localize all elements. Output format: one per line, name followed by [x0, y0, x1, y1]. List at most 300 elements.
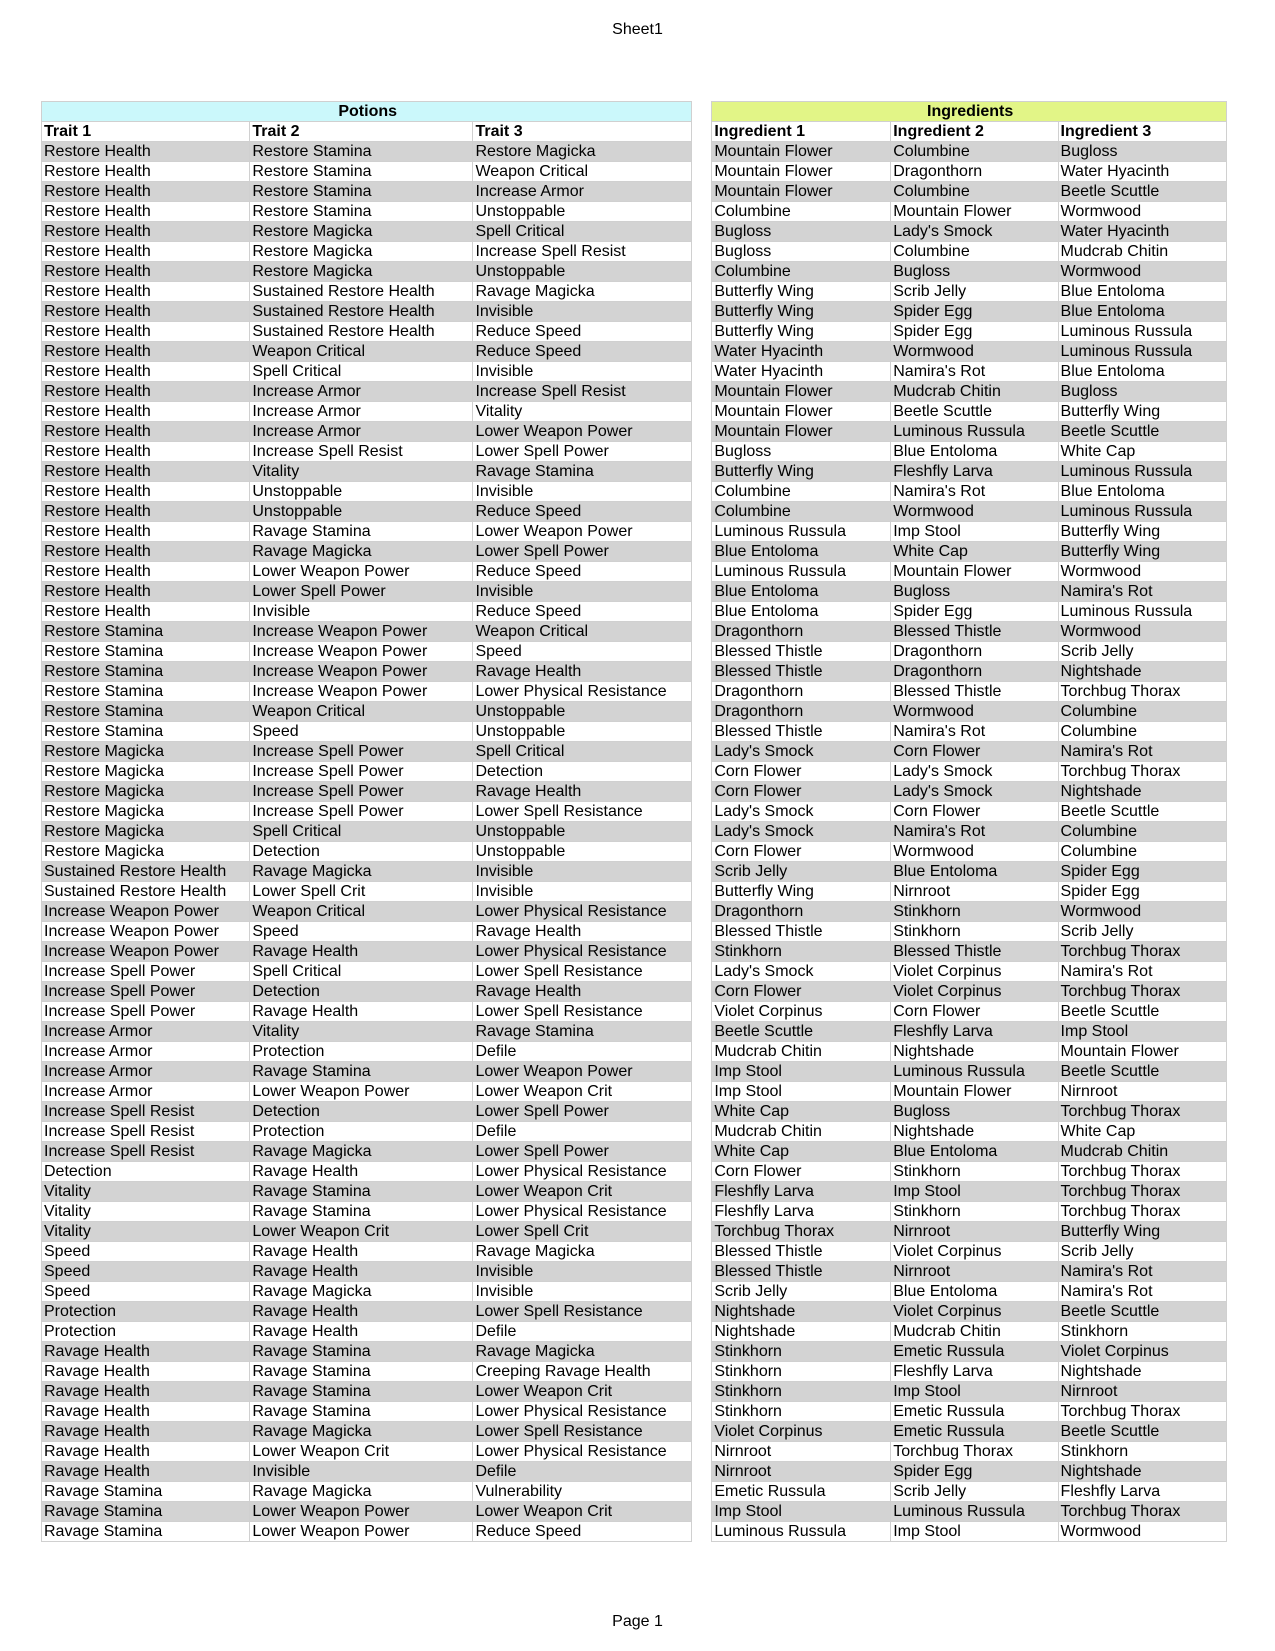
cell-ingredient-3: Scrib Jelly	[1058, 1242, 1226, 1262]
cell-ingredient-2: Nightshade	[891, 1122, 1058, 1142]
cell-trait-2: Ravage Health	[250, 1242, 473, 1262]
column-gap	[692, 1062, 712, 1082]
cell-trait-2: Vitality	[250, 1022, 473, 1042]
cell-trait-3: Lower Spell Power	[473, 1102, 692, 1122]
cell-trait-3: Reduce Speed	[473, 342, 692, 362]
column-gap	[692, 1322, 712, 1342]
cell-ingredient-3: Luminous Russula	[1058, 602, 1226, 622]
cell-ingredient-2: Blessed Thistle	[891, 942, 1058, 962]
cell-trait-1: Restore Health	[42, 242, 250, 262]
cell-trait-2: Increase Spell Power	[250, 802, 473, 822]
cell-trait-2: Lower Weapon Power	[250, 1522, 473, 1542]
column-gap	[692, 922, 712, 942]
cell-trait-3: Invisible	[473, 482, 692, 502]
cell-ingredient-1: Lady's Smock	[712, 962, 891, 982]
cell-trait-2: Ravage Stamina	[250, 1062, 473, 1082]
column-header-row	[42, 122, 1227, 142]
cell-trait-1: Ravage Stamina	[42, 1502, 250, 1522]
table-row	[42, 562, 1227, 582]
table-row	[42, 1282, 1227, 1302]
cell-ingredient-3: Water Hyacinth	[1058, 222, 1226, 242]
table-row	[42, 1262, 1227, 1282]
cell-ingredient-1: Imp Stool	[712, 1062, 891, 1082]
table-row	[42, 822, 1227, 842]
column-gap	[692, 702, 712, 722]
cell-ingredient-3: Namira's Rot	[1058, 582, 1226, 602]
cell-ingredient-2: Namira's Rot	[891, 722, 1058, 742]
cell-trait-2: Sustained Restore Health	[250, 282, 473, 302]
cell-ingredient-3: Blue Entoloma	[1058, 362, 1226, 382]
column-gap	[692, 662, 712, 682]
header-trait-2: Trait 2	[250, 122, 473, 142]
cell-trait-3: Ravage Health	[473, 662, 692, 682]
cell-trait-2: Lower Weapon Crit	[250, 1222, 473, 1242]
column-gap	[692, 822, 712, 842]
table-row	[42, 442, 1227, 462]
cell-ingredient-1: Blessed Thistle	[712, 922, 891, 942]
cell-ingredient-1: Blue Entoloma	[712, 542, 891, 562]
cell-trait-1: Ravage Stamina	[42, 1522, 250, 1542]
cell-ingredient-1: Butterfly Wing	[712, 322, 891, 342]
table-row	[42, 662, 1227, 682]
cell-ingredient-2: Luminous Russula	[891, 1062, 1058, 1082]
cell-trait-3: Increase Armor	[473, 182, 692, 202]
cell-ingredient-3: Scrib Jelly	[1058, 642, 1226, 662]
cell-ingredient-1: Fleshfly Larva	[712, 1202, 891, 1222]
cell-ingredient-2: Bugloss	[891, 262, 1058, 282]
cell-ingredient-3: White Cap	[1058, 1122, 1226, 1142]
column-gap	[692, 482, 712, 502]
cell-ingredient-1: Corn Flower	[712, 842, 891, 862]
table-row	[42, 282, 1227, 302]
table-row	[42, 1222, 1227, 1242]
cell-trait-1: Restore Health	[42, 402, 250, 422]
cell-trait-1: Restore Stamina	[42, 642, 250, 662]
column-gap	[692, 222, 712, 242]
table-row	[42, 522, 1227, 542]
cell-trait-1: Vitality	[42, 1182, 250, 1202]
cell-ingredient-3: Beetle Scuttle	[1058, 802, 1226, 822]
cell-ingredient-1: Stinkhorn	[712, 1402, 891, 1422]
cell-ingredient-2: Nightshade	[891, 1042, 1058, 1062]
cell-trait-3: Lower Physical Resistance	[473, 942, 692, 962]
cell-trait-2: Ravage Health	[250, 1262, 473, 1282]
cell-ingredient-1: Mountain Flower	[712, 422, 891, 442]
column-gap	[692, 762, 712, 782]
table-row	[42, 1202, 1227, 1222]
cell-trait-3: Spell Critical	[473, 222, 692, 242]
cell-trait-2: Increase Weapon Power	[250, 662, 473, 682]
cell-ingredient-3: Columbine	[1058, 702, 1226, 722]
column-gap	[692, 742, 712, 762]
cell-ingredient-2: Nirnroot	[891, 1222, 1058, 1242]
cell-trait-3: Vitality	[473, 402, 692, 422]
table-row	[42, 1182, 1227, 1202]
cell-ingredient-2: Nirnroot	[891, 882, 1058, 902]
cell-trait-1: Increase Armor	[42, 1042, 250, 1062]
cell-ingredient-1: Nightshade	[712, 1302, 891, 1322]
cell-trait-1: Increase Armor	[42, 1082, 250, 1102]
cell-ingredient-2: Columbine	[891, 182, 1058, 202]
column-gap	[692, 262, 712, 282]
cell-trait-3: Lower Weapon Crit	[473, 1082, 692, 1102]
cell-trait-2: Ravage Health	[250, 1302, 473, 1322]
cell-ingredient-3: Nightshade	[1058, 782, 1226, 802]
cell-ingredient-2: Violet Corpinus	[891, 1242, 1058, 1262]
cell-ingredient-2: Wormwood	[891, 842, 1058, 862]
cell-ingredient-3: Columbine	[1058, 722, 1226, 742]
cell-ingredient-2: Emetic Russula	[891, 1402, 1058, 1422]
column-gap	[692, 102, 712, 122]
potions-group-header: Potions	[42, 102, 692, 122]
cell-trait-1: Restore Magicka	[42, 822, 250, 842]
cell-trait-1: Restore Magicka	[42, 782, 250, 802]
cell-trait-1: Restore Health	[42, 302, 250, 322]
cell-ingredient-3: Torchbug Thorax	[1058, 1182, 1226, 1202]
column-gap	[692, 1522, 712, 1542]
cell-ingredient-2: Blue Entoloma	[891, 1142, 1058, 1162]
cell-trait-1: Increase Weapon Power	[42, 942, 250, 962]
cell-trait-1: Increase Weapon Power	[42, 902, 250, 922]
cell-ingredient-1: Stinkhorn	[712, 1342, 891, 1362]
cell-ingredient-1: Blessed Thistle	[712, 642, 891, 662]
cell-trait-2: Unstoppable	[250, 482, 473, 502]
cell-ingredient-1: Beetle Scuttle	[712, 1022, 891, 1042]
table-row	[42, 1402, 1227, 1422]
cell-ingredient-1: Dragonthorn	[712, 682, 891, 702]
cell-trait-2: Ravage Stamina	[250, 1182, 473, 1202]
cell-trait-3: Lower Spell Power	[473, 442, 692, 462]
cell-ingredient-3: Mudcrab Chitin	[1058, 1142, 1226, 1162]
header-ingredient-3: Ingredient 3	[1058, 122, 1226, 142]
column-gap	[692, 862, 712, 882]
cell-ingredient-1: Water Hyacinth	[712, 362, 891, 382]
cell-trait-2: Lower Spell Crit	[250, 882, 473, 902]
cell-trait-2: Increase Armor	[250, 402, 473, 422]
cell-trait-2: Detection	[250, 842, 473, 862]
cell-trait-2: Invisible	[250, 1462, 473, 1482]
cell-ingredient-1: Bugloss	[712, 222, 891, 242]
table-row	[42, 1142, 1227, 1162]
cell-trait-2: Vitality	[250, 462, 473, 482]
cell-ingredient-1: Lady's Smock	[712, 802, 891, 822]
cell-trait-3: Lower Spell Resistance	[473, 962, 692, 982]
cell-ingredient-2: Luminous Russula	[891, 1502, 1058, 1522]
cell-trait-2: Ravage Stamina	[250, 1342, 473, 1362]
cell-trait-3: Reduce Speed	[473, 502, 692, 522]
cell-ingredient-2: Namira's Rot	[891, 362, 1058, 382]
column-gap	[692, 1242, 712, 1262]
cell-trait-2: Ravage Magicka	[250, 862, 473, 882]
cell-ingredient-2: Torchbug Thorax	[891, 1442, 1058, 1462]
cell-trait-3: Ravage Magicka	[473, 1342, 692, 1362]
table-row	[42, 162, 1227, 182]
cell-trait-1: Detection	[42, 1162, 250, 1182]
cell-trait-2: Ravage Health	[250, 942, 473, 962]
cell-trait-3: Lower Weapon Power	[473, 1062, 692, 1082]
cell-ingredient-1: Torchbug Thorax	[712, 1222, 891, 1242]
cell-trait-2: Ravage Stamina	[250, 1402, 473, 1422]
cell-ingredient-3: Butterfly Wing	[1058, 402, 1226, 422]
cell-trait-3: Detection	[473, 762, 692, 782]
cell-trait-1: Increase Spell Power	[42, 982, 250, 1002]
cell-ingredient-1: Mudcrab Chitin	[712, 1042, 891, 1062]
cell-ingredient-3: Luminous Russula	[1058, 322, 1226, 342]
cell-ingredient-2: Blessed Thistle	[891, 682, 1058, 702]
header-ingredient-2: Ingredient 2	[891, 122, 1058, 142]
cell-trait-1: Restore Magicka	[42, 802, 250, 822]
table-row	[42, 482, 1227, 502]
cell-ingredient-1: Mountain Flower	[712, 142, 891, 162]
cell-ingredient-3: Torchbug Thorax	[1058, 762, 1226, 782]
cell-ingredient-1: Blessed Thistle	[712, 722, 891, 742]
cell-ingredient-1: Mudcrab Chitin	[712, 1122, 891, 1142]
cell-ingredient-2: Fleshfly Larva	[891, 1022, 1058, 1042]
column-gap	[692, 1282, 712, 1302]
cell-ingredient-3: Torchbug Thorax	[1058, 1402, 1226, 1422]
cell-trait-1: Restore Health	[42, 162, 250, 182]
cell-ingredient-2: Mountain Flower	[891, 202, 1058, 222]
cell-trait-3: Increase Spell Resist	[473, 242, 692, 262]
cell-ingredient-2: Bugloss	[891, 1102, 1058, 1122]
cell-ingredient-3: Blue Entoloma	[1058, 282, 1226, 302]
column-gap	[692, 202, 712, 222]
cell-ingredient-3: Torchbug Thorax	[1058, 982, 1226, 1002]
cell-ingredient-2: Violet Corpinus	[891, 1302, 1058, 1322]
cell-trait-1: Ravage Health	[42, 1462, 250, 1482]
cell-trait-3: Lower Physical Resistance	[473, 1202, 692, 1222]
cell-trait-1: Speed	[42, 1242, 250, 1262]
cell-trait-1: Ravage Health	[42, 1362, 250, 1382]
cell-ingredient-2: Lady's Smock	[891, 782, 1058, 802]
cell-ingredient-1: Emetic Russula	[712, 1482, 891, 1502]
table-row	[42, 1442, 1227, 1462]
cell-ingredient-2: Fleshfly Larva	[891, 1362, 1058, 1382]
column-gap	[692, 782, 712, 802]
cell-trait-2: Restore Stamina	[250, 182, 473, 202]
column-gap	[692, 422, 712, 442]
cell-ingredient-1: Imp Stool	[712, 1502, 891, 1522]
cell-ingredient-3: Wormwood	[1058, 1522, 1226, 1542]
cell-ingredient-2: Namira's Rot	[891, 482, 1058, 502]
group-header-row	[42, 102, 1227, 122]
column-gap	[692, 1182, 712, 1202]
column-gap	[692, 842, 712, 862]
column-gap	[692, 162, 712, 182]
cell-ingredient-3: Nirnroot	[1058, 1082, 1226, 1102]
cell-ingredient-1: Blue Entoloma	[712, 582, 891, 602]
cell-trait-3: Lower Spell Crit	[473, 1222, 692, 1242]
cell-trait-1: Increase Spell Resist	[42, 1142, 250, 1162]
column-gap	[692, 1082, 712, 1102]
cell-ingredient-3: Fleshfly Larva	[1058, 1482, 1226, 1502]
cell-ingredient-2: Columbine	[891, 142, 1058, 162]
cell-trait-1: Restore Health	[42, 542, 250, 562]
cell-trait-3: Lower Spell Resistance	[473, 1302, 692, 1322]
table-row	[42, 722, 1227, 742]
cell-ingredient-2: Scrib Jelly	[891, 282, 1058, 302]
cell-ingredient-2: Stinkhorn	[891, 902, 1058, 922]
cell-trait-3: Vulnerability	[473, 1482, 692, 1502]
column-gap	[692, 382, 712, 402]
column-gap	[692, 182, 712, 202]
table-row	[42, 1482, 1227, 1502]
cell-ingredient-2: Blue Entoloma	[891, 442, 1058, 462]
cell-trait-3: Weapon Critical	[473, 622, 692, 642]
cell-ingredient-3: Wormwood	[1058, 262, 1226, 282]
cell-trait-1: Sustained Restore Health	[42, 882, 250, 902]
table-row	[42, 922, 1227, 942]
cell-trait-1: Restore Health	[42, 382, 250, 402]
cell-trait-1: Speed	[42, 1282, 250, 1302]
cell-ingredient-3: Nirnroot	[1058, 1382, 1226, 1402]
column-gap	[692, 562, 712, 582]
cell-trait-2: Lower Spell Power	[250, 582, 473, 602]
column-gap	[692, 642, 712, 662]
cell-trait-1: Restore Health	[42, 602, 250, 622]
cell-trait-3: Invisible	[473, 862, 692, 882]
cell-trait-1: Restore Health	[42, 262, 250, 282]
cell-ingredient-1: Fleshfly Larva	[712, 1182, 891, 1202]
column-gap	[692, 1122, 712, 1142]
cell-ingredient-3: Wormwood	[1058, 202, 1226, 222]
table-row	[42, 1342, 1227, 1362]
cell-ingredient-2: Spider Egg	[891, 602, 1058, 622]
cell-trait-1: Restore Health	[42, 562, 250, 582]
cell-ingredient-1: Dragonthorn	[712, 902, 891, 922]
table-row	[42, 342, 1227, 362]
table-row	[42, 902, 1227, 922]
table-row	[42, 222, 1227, 242]
table-row	[42, 382, 1227, 402]
column-gap	[692, 1302, 712, 1322]
cell-trait-2: Ravage Stamina	[250, 1362, 473, 1382]
cell-trait-2: Detection	[250, 1102, 473, 1122]
column-gap	[692, 942, 712, 962]
column-gap	[692, 902, 712, 922]
column-gap	[692, 362, 712, 382]
cell-trait-2: Ravage Magicka	[250, 1482, 473, 1502]
cell-ingredient-3: Namira's Rot	[1058, 962, 1226, 982]
ingredients-group-header: Ingredients	[712, 102, 1227, 122]
cell-ingredient-3: Columbine	[1058, 842, 1226, 862]
cell-ingredient-3: Violet Corpinus	[1058, 1342, 1226, 1362]
cell-ingredient-3: Nightshade	[1058, 662, 1226, 682]
table-row	[42, 142, 1227, 162]
table-row	[42, 582, 1227, 602]
column-gap	[692, 122, 712, 142]
cell-trait-2: Ravage Stamina	[250, 1382, 473, 1402]
cell-ingredient-1: Mountain Flower	[712, 382, 891, 402]
cell-trait-2: Restore Magicka	[250, 262, 473, 282]
cell-trait-2: Increase Weapon Power	[250, 682, 473, 702]
header-ingredient-1: Ingredient 1	[712, 122, 891, 142]
table-row	[42, 1522, 1227, 1542]
cell-ingredient-2: Imp Stool	[891, 1182, 1058, 1202]
table-row	[42, 242, 1227, 262]
cell-trait-1: Restore Health	[42, 322, 250, 342]
cell-trait-1: Increase Spell Power	[42, 1002, 250, 1022]
cell-ingredient-1: Luminous Russula	[712, 1522, 891, 1542]
cell-ingredient-3: Wormwood	[1058, 562, 1226, 582]
cell-trait-3: Invisible	[473, 582, 692, 602]
cell-trait-2: Restore Stamina	[250, 142, 473, 162]
cell-trait-3: Lower Weapon Crit	[473, 1182, 692, 1202]
cell-trait-2: Increase Weapon Power	[250, 642, 473, 662]
column-gap	[692, 142, 712, 162]
table-row	[42, 762, 1227, 782]
cell-ingredient-1: Dragonthorn	[712, 622, 891, 642]
column-gap	[692, 722, 712, 742]
cell-trait-3: Reduce Speed	[473, 1522, 692, 1542]
table-row	[42, 682, 1227, 702]
cell-ingredient-1: Blessed Thistle	[712, 1262, 891, 1282]
cell-trait-2: Lower Weapon Crit	[250, 1442, 473, 1462]
cell-ingredient-3: Beetle Scuttle	[1058, 1302, 1226, 1322]
cell-trait-2: Detection	[250, 982, 473, 1002]
cell-trait-3: Reduce Speed	[473, 322, 692, 342]
cell-ingredient-3: Torchbug Thorax	[1058, 942, 1226, 962]
cell-ingredient-3: Butterfly Wing	[1058, 542, 1226, 562]
table-row	[42, 262, 1227, 282]
cell-ingredient-3: Imp Stool	[1058, 1022, 1226, 1042]
cell-ingredient-2: Violet Corpinus	[891, 982, 1058, 1002]
column-gap	[692, 802, 712, 822]
cell-trait-3: Invisible	[473, 362, 692, 382]
cell-trait-2: Ravage Stamina	[250, 1202, 473, 1222]
cell-trait-1: Restore Health	[42, 582, 250, 602]
column-gap	[692, 342, 712, 362]
table-row	[42, 862, 1227, 882]
column-gap	[692, 622, 712, 642]
cell-trait-1: Increase Spell Resist	[42, 1122, 250, 1142]
cell-trait-3: Unstoppable	[473, 202, 692, 222]
cell-ingredient-2: Fleshfly Larva	[891, 462, 1058, 482]
cell-trait-3: Lower Spell Resistance	[473, 802, 692, 822]
cell-trait-3: Lower Weapon Crit	[473, 1502, 692, 1522]
cell-trait-2: Increase Spell Power	[250, 782, 473, 802]
cell-trait-1: Restore Magicka	[42, 842, 250, 862]
column-gap	[692, 1402, 712, 1422]
cell-trait-2: Ravage Stamina	[250, 522, 473, 542]
cell-trait-2: Spell Critical	[250, 962, 473, 982]
cell-ingredient-2: Blue Entoloma	[891, 862, 1058, 882]
cell-ingredient-2: Violet Corpinus	[891, 962, 1058, 982]
cell-trait-3: Invisible	[473, 302, 692, 322]
cell-trait-3: Ravage Health	[473, 782, 692, 802]
cell-ingredient-1: Mountain Flower	[712, 162, 891, 182]
cell-trait-3: Defile	[473, 1462, 692, 1482]
cell-trait-3: Lower Spell Power	[473, 542, 692, 562]
cell-trait-2: Speed	[250, 922, 473, 942]
cell-trait-3: Lower Physical Resistance	[473, 902, 692, 922]
cell-ingredient-3: Wormwood	[1058, 902, 1226, 922]
cell-trait-1: Restore Health	[42, 142, 250, 162]
cell-trait-1: Ravage Health	[42, 1342, 250, 1362]
cell-trait-3: Ravage Health	[473, 982, 692, 1002]
cell-trait-1: Restore Magicka	[42, 742, 250, 762]
cell-ingredient-3: Torchbug Thorax	[1058, 682, 1226, 702]
cell-ingredient-3: Beetle Scuttle	[1058, 1422, 1226, 1442]
cell-trait-2: Lower Weapon Power	[250, 562, 473, 582]
cell-trait-3: Increase Spell Resist	[473, 382, 692, 402]
table-row	[42, 422, 1227, 442]
cell-ingredient-1: Stinkhorn	[712, 942, 891, 962]
table-row	[42, 502, 1227, 522]
cell-ingredient-2: Bugloss	[891, 582, 1058, 602]
cell-trait-3: Unstoppable	[473, 842, 692, 862]
cell-trait-3: Ravage Magicka	[473, 1242, 692, 1262]
